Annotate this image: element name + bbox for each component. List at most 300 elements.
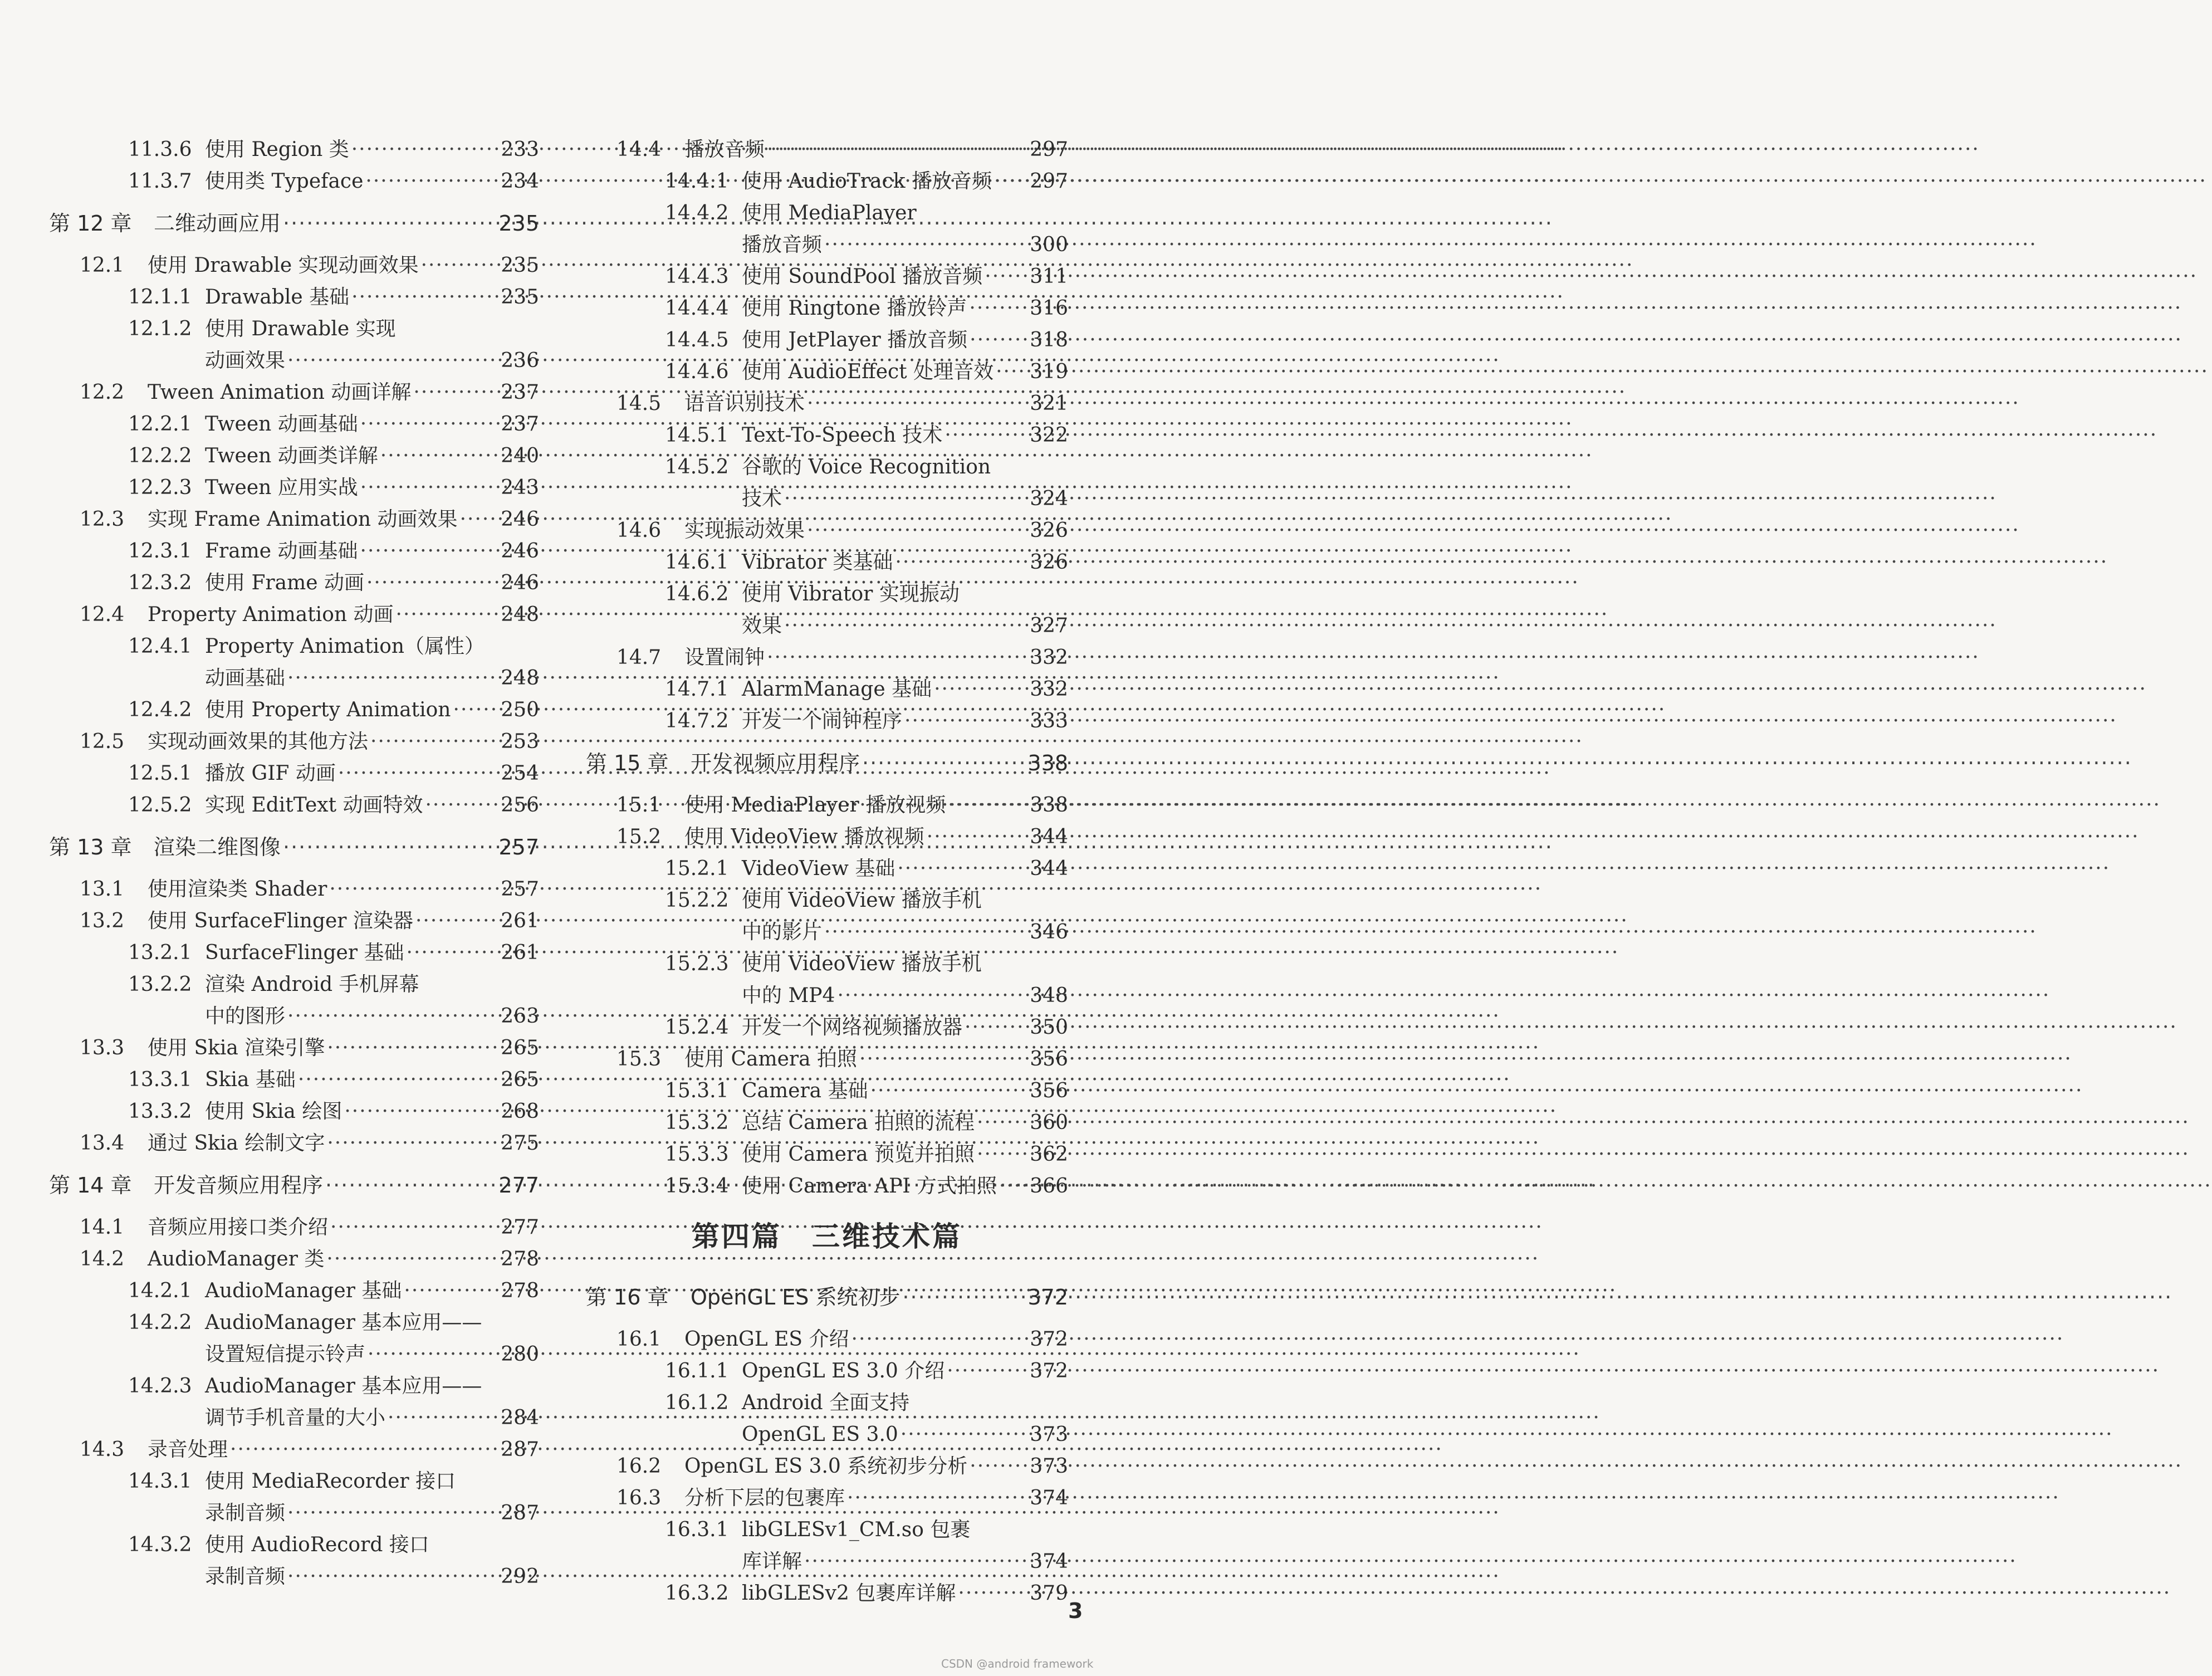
toc-subsection-continued[interactable] bbox=[586, 1546, 1068, 1577]
entry-page: 360 bbox=[1030, 1111, 1068, 1134]
dot-leader bbox=[415, 905, 498, 937]
dot-leader bbox=[330, 1211, 498, 1243]
toc-subsection[interactable] bbox=[586, 292, 1068, 324]
entry-page: 248 bbox=[501, 603, 539, 626]
entry-title: 使用 AudioRecord 接口 bbox=[205, 1533, 429, 1556]
entry-number: 11.3.7 bbox=[128, 170, 192, 193]
toc-subsection[interactable] bbox=[49, 472, 539, 504]
toc-chapter[interactable] bbox=[49, 1159, 539, 1211]
toc-subsection[interactable] bbox=[49, 1370, 539, 1402]
dot-leader bbox=[283, 821, 496, 873]
entry-title: 使用 VideoView 播放视频 bbox=[684, 825, 924, 848]
entry-title: 实现动画效果的其他方法 bbox=[148, 730, 369, 753]
watermark: CSDN @android framework bbox=[941, 1657, 1094, 1670]
entry-number: 14.4.1 bbox=[665, 170, 729, 193]
dot-leader bbox=[999, 1170, 1027, 1202]
entry-number: 13.2.1 bbox=[128, 941, 192, 964]
entry-page: 300 bbox=[1030, 233, 1068, 256]
entry-page: 374 bbox=[1030, 1487, 1068, 1509]
dot-leader bbox=[460, 504, 499, 535]
entry-number: 15.3 bbox=[616, 1048, 662, 1071]
toc-subsection[interactable] bbox=[49, 134, 539, 165]
toc-subsection-continued[interactable] bbox=[49, 1402, 539, 1434]
entry-title: 设置短信提示铃声 bbox=[205, 1343, 366, 1366]
toc-subsection-continued[interactable] bbox=[586, 1419, 1068, 1450]
entry-title: Tween 动画基础 bbox=[205, 413, 358, 436]
entry-number: 16.3 bbox=[616, 1487, 662, 1509]
entry-number: 15.2.1 bbox=[665, 857, 729, 880]
entry-title: 效果 bbox=[742, 614, 782, 637]
dot-leader bbox=[824, 916, 1027, 948]
entry-number: 12.4.1 bbox=[128, 635, 192, 658]
toc-subsection[interactable] bbox=[586, 853, 1068, 885]
toc-subsection[interactable] bbox=[586, 1107, 1068, 1138]
toc-subsection[interactable] bbox=[586, 705, 1068, 737]
entry-number: 第 13 章 bbox=[49, 835, 132, 859]
dot-leader bbox=[847, 1482, 1027, 1514]
entry-title: 实现振动效果 bbox=[684, 519, 805, 542]
entry-page: 237 bbox=[501, 413, 539, 436]
dot-leader bbox=[895, 546, 1027, 578]
entry-number: 15.3.1 bbox=[665, 1079, 729, 1102]
entry-number: 14.6.2 bbox=[665, 583, 729, 605]
dot-leader bbox=[327, 1032, 498, 1064]
entry-title: 库详解 bbox=[742, 1550, 802, 1573]
toc-right-column bbox=[586, 134, 1068, 1609]
toc-subsection[interactable] bbox=[586, 546, 1068, 578]
dot-leader bbox=[985, 261, 1027, 292]
dot-leader bbox=[287, 662, 498, 694]
entry-number: 第 12 章 bbox=[49, 211, 132, 236]
toc-section[interactable] bbox=[49, 1211, 539, 1243]
entry-page: 265 bbox=[501, 1037, 539, 1059]
entry-number: 14.2 bbox=[80, 1248, 125, 1271]
entry-number: 15.3.3 bbox=[665, 1143, 729, 1166]
toc-section[interactable] bbox=[586, 1482, 1068, 1514]
entry-page: 235 bbox=[501, 286, 539, 309]
toc-section[interactable] bbox=[586, 1450, 1068, 1482]
entry-page: 277 bbox=[498, 1173, 539, 1198]
entry-title: 总结 Camera 拍照的流程 bbox=[742, 1111, 975, 1134]
dot-leader bbox=[958, 1577, 1027, 1609]
entry-title: Property Animation（属性） bbox=[205, 635, 485, 658]
entry-page: 268 bbox=[501, 1100, 539, 1123]
dot-leader bbox=[934, 673, 1027, 705]
dot-leader bbox=[970, 1450, 1027, 1482]
toc-subsection[interactable] bbox=[586, 1138, 1068, 1170]
entry-number: 12.2 bbox=[80, 381, 125, 404]
toc-subsection[interactable] bbox=[586, 1355, 1068, 1387]
toc-section[interactable] bbox=[49, 377, 539, 408]
entry-number: 13.3.1 bbox=[128, 1068, 192, 1091]
entry-page: 348 bbox=[1030, 984, 1068, 1007]
entry-number: 16.1.2 bbox=[665, 1391, 729, 1414]
entry-page: 346 bbox=[1030, 921, 1068, 944]
entry-number: 13.1 bbox=[80, 878, 125, 901]
toc-subsection[interactable] bbox=[49, 165, 539, 197]
entry-title: AudioManager 基础 bbox=[205, 1279, 402, 1302]
dot-leader bbox=[807, 388, 1027, 419]
entry-number: 14.5.2 bbox=[665, 456, 729, 478]
toc-subsection[interactable] bbox=[586, 1170, 1068, 1202]
entry-page: 236 bbox=[501, 349, 539, 372]
toc-section[interactable] bbox=[49, 599, 539, 631]
dot-leader bbox=[407, 937, 499, 969]
entry-title: 语音识别技术 bbox=[684, 392, 805, 415]
entry-number: 14.4.4 bbox=[665, 297, 729, 320]
dot-leader bbox=[370, 726, 498, 758]
entry-title: 录制音频 bbox=[205, 1565, 286, 1588]
entry-page: 287 bbox=[501, 1502, 539, 1524]
entry-number: 14.3.2 bbox=[128, 1533, 192, 1556]
entry-number: 15.1 bbox=[616, 794, 662, 817]
toc-subsection[interactable] bbox=[49, 313, 539, 345]
entry-page: 265 bbox=[501, 1068, 539, 1091]
entry-title: Text-To-Speech 技术 bbox=[742, 424, 943, 447]
entry-title: 使用 Drawable 实现 bbox=[205, 317, 396, 340]
entry-title: 谷歌的 Voice Recognition bbox=[742, 456, 991, 478]
entry-title: 使用 MediaRecorder 接口 bbox=[205, 1470, 456, 1493]
entry-title: 录制音频 bbox=[205, 1502, 286, 1524]
entry-page: 374 bbox=[1030, 1550, 1068, 1573]
entry-number: 14.5.1 bbox=[665, 424, 729, 447]
toc-subsection[interactable] bbox=[49, 937, 539, 969]
dot-leader bbox=[365, 165, 498, 197]
toc-section[interactable] bbox=[586, 821, 1068, 853]
toc-subsection[interactable] bbox=[586, 356, 1068, 388]
entry-title: 使用 Camera 拍照 bbox=[684, 1048, 858, 1071]
entry-page: 366 bbox=[1030, 1175, 1068, 1198]
toc-subsection[interactable] bbox=[49, 694, 539, 726]
toc-section[interactable] bbox=[586, 515, 1068, 546]
entry-title: 播放音频 bbox=[742, 233, 823, 256]
entry-page: 250 bbox=[501, 698, 539, 721]
entry-number: 12.4 bbox=[80, 603, 125, 626]
entry-page: 277 bbox=[501, 1216, 539, 1239]
dot-leader bbox=[230, 1434, 498, 1465]
entry-number: 14.2.1 bbox=[128, 1279, 192, 1302]
toc-subsection-continued[interactable] bbox=[586, 916, 1068, 948]
entry-title: 使用 VideoView 播放手机 bbox=[742, 889, 982, 912]
dot-leader bbox=[326, 1243, 498, 1275]
entry-number: 12.1.2 bbox=[128, 317, 192, 340]
entry-number: 11.3.6 bbox=[128, 138, 192, 161]
dot-leader bbox=[904, 705, 1027, 737]
entry-page: 356 bbox=[1030, 1079, 1068, 1102]
toc-subsection[interactable] bbox=[49, 1307, 539, 1338]
dot-leader bbox=[366, 567, 498, 599]
dot-leader bbox=[859, 1043, 1027, 1075]
entry-page: 372 bbox=[1030, 1328, 1068, 1351]
toc-subsection[interactable] bbox=[586, 578, 1068, 610]
entry-page: 332 bbox=[1030, 646, 1068, 669]
entry-title: 开发一个闹钟程序 bbox=[742, 710, 903, 732]
entry-title: 使用 AudioTrack 播放音频 bbox=[742, 170, 992, 193]
toc-subsection-continued[interactable] bbox=[49, 1561, 539, 1592]
entry-page: 372 bbox=[1030, 1360, 1068, 1382]
dot-leader bbox=[413, 377, 498, 408]
entry-page: 287 bbox=[501, 1438, 539, 1461]
entry-title: 二维动画应用 bbox=[154, 211, 281, 236]
toc-section[interactable] bbox=[586, 1323, 1068, 1355]
toc-chapter[interactable] bbox=[49, 821, 539, 873]
toc-subsection[interactable] bbox=[586, 673, 1068, 705]
toc-section[interactable] bbox=[49, 1127, 539, 1159]
entry-number: 12.5.2 bbox=[128, 794, 192, 817]
entry-title: SurfaceFlinger 基础 bbox=[205, 941, 404, 964]
entry-page: 297 bbox=[1030, 138, 1068, 161]
dot-leader bbox=[977, 1138, 1027, 1170]
dot-leader bbox=[804, 1546, 1027, 1577]
dot-leader bbox=[944, 419, 1027, 451]
toc-section[interactable] bbox=[586, 1043, 1068, 1075]
dot-leader bbox=[927, 821, 1027, 853]
dot-leader bbox=[360, 535, 499, 567]
entry-title: OpenGL ES 介绍 bbox=[684, 1328, 849, 1351]
entry-title: Frame 动画基础 bbox=[205, 540, 358, 563]
entry-page: 235 bbox=[498, 211, 539, 236]
entry-page: 356 bbox=[1030, 1048, 1068, 1071]
toc-subsection[interactable] bbox=[586, 948, 1068, 980]
toc-subsection[interactable] bbox=[49, 408, 539, 440]
entry-number: 12.3 bbox=[80, 508, 125, 531]
toc-section[interactable] bbox=[49, 504, 539, 535]
entry-page: 316 bbox=[1030, 297, 1068, 320]
toc-subsection[interactable] bbox=[49, 440, 539, 472]
toc-chapter[interactable] bbox=[49, 197, 539, 250]
entry-number: 15.3.2 bbox=[665, 1111, 729, 1134]
entry-title: 录音处理 bbox=[148, 1438, 228, 1461]
toc-subsection[interactable] bbox=[49, 1529, 539, 1561]
entry-number: 12.5.1 bbox=[128, 762, 192, 785]
toc-subsection[interactable] bbox=[586, 419, 1068, 451]
toc-section[interactable] bbox=[49, 1243, 539, 1275]
dot-leader bbox=[404, 1275, 498, 1307]
dot-leader bbox=[767, 642, 1027, 673]
toc-subsection[interactable] bbox=[586, 261, 1068, 292]
entry-title: 分析下层的包裹库 bbox=[684, 1487, 845, 1509]
toc-subsection-continued[interactable] bbox=[49, 1338, 539, 1370]
entry-title: 中的 MP4 bbox=[742, 984, 835, 1007]
toc-subsection[interactable] bbox=[586, 1577, 1068, 1609]
entry-title: 使用 Drawable 实现动画效果 bbox=[148, 254, 419, 277]
toc-chapter[interactable] bbox=[586, 737, 1068, 789]
toc-section[interactable] bbox=[586, 642, 1068, 673]
toc-subsection[interactable] bbox=[49, 281, 539, 313]
dot-leader bbox=[862, 737, 1025, 789]
entry-page: 321 bbox=[1030, 392, 1068, 415]
entry-title: Android 全面支持 bbox=[742, 1391, 910, 1414]
toc-section[interactable] bbox=[586, 388, 1068, 419]
entry-number: 第 15 章 bbox=[586, 751, 669, 775]
entry-number: 15.2 bbox=[616, 825, 662, 848]
entry-number: 13.2 bbox=[80, 910, 125, 932]
toc-subsection[interactable] bbox=[49, 1465, 539, 1497]
toc-section[interactable] bbox=[586, 789, 1068, 821]
dot-leader bbox=[338, 758, 498, 789]
toc-subsection[interactable] bbox=[49, 1064, 539, 1096]
entry-title: 播放 GIF 动画 bbox=[205, 762, 336, 785]
entry-title: 渲染 Android 手机屏幕 bbox=[205, 973, 419, 996]
entry-title: Drawable 基础 bbox=[205, 286, 350, 309]
entry-title: 使用类 Typeface bbox=[205, 170, 364, 193]
entry-page: 235 bbox=[501, 254, 539, 277]
entry-title: Tween Animation 动画详解 bbox=[148, 381, 412, 404]
entry-title: 使用渲染类 Shader bbox=[148, 878, 327, 901]
dot-leader bbox=[784, 610, 1027, 642]
toc-section[interactable] bbox=[49, 873, 539, 905]
entry-title: 使用 Frame 动画 bbox=[205, 571, 364, 594]
dot-leader bbox=[453, 694, 499, 726]
toc-section[interactable] bbox=[49, 1032, 539, 1064]
entry-title: 音频应用接口类介绍 bbox=[148, 1216, 329, 1239]
entry-title: 使用 Property Animation bbox=[205, 698, 451, 721]
dot-leader bbox=[902, 1271, 1025, 1323]
entry-title: 渲染二维图像 bbox=[154, 835, 281, 859]
entry-title: Property Animation 动画 bbox=[148, 603, 394, 626]
part-heading: 第四篇 三维技术篇 bbox=[692, 1220, 962, 1253]
dot-leader bbox=[298, 1064, 498, 1096]
dot-leader bbox=[287, 345, 498, 377]
entry-page: 234 bbox=[501, 170, 539, 193]
toc-section[interactable] bbox=[49, 250, 539, 281]
entry-title: AudioManager 基本应用—— bbox=[205, 1311, 482, 1334]
entry-title: 使用 SurfaceFlinger 渲染器 bbox=[148, 910, 413, 932]
entry-title: 使用 VideoView 播放手机 bbox=[742, 952, 982, 975]
toc-subsection-continued[interactable] bbox=[586, 610, 1068, 642]
toc-subsection[interactable] bbox=[49, 631, 539, 662]
toc-subsection[interactable] bbox=[49, 535, 539, 567]
entry-title: libGLESv1_CM.so 包裹 bbox=[742, 1518, 971, 1541]
entry-title: AudioManager 类 bbox=[148, 1248, 325, 1271]
entry-page: 324 bbox=[1030, 487, 1068, 510]
dot-leader bbox=[824, 229, 1027, 261]
entry-title: 使用 AudioEffect 处理音效 bbox=[742, 360, 994, 383]
entry-title: 动画基础 bbox=[205, 667, 286, 690]
entry-title: 使用 Vibrator 实现振动 bbox=[742, 583, 960, 605]
toc-subsection[interactable] bbox=[586, 451, 1068, 483]
entry-title: 调节手机音量的大小 bbox=[205, 1406, 386, 1429]
entry-title: 动画效果 bbox=[205, 349, 286, 372]
toc-subsection[interactable] bbox=[586, 1387, 1068, 1419]
toc-subsection-continued[interactable] bbox=[586, 229, 1068, 261]
entry-title: 使用 Camera 预览并拍照 bbox=[742, 1143, 975, 1166]
dot-leader bbox=[948, 789, 1027, 821]
entry-number: 14.7.2 bbox=[665, 710, 729, 732]
entry-title: VideoView 基础 bbox=[742, 857, 895, 880]
entry-page: 254 bbox=[501, 762, 539, 785]
dot-leader bbox=[837, 980, 1027, 1012]
dot-leader bbox=[947, 1355, 1027, 1387]
dot-leader bbox=[287, 1561, 498, 1592]
toc-subsection[interactable] bbox=[586, 324, 1068, 356]
entry-title: 使用 Ringtone 播放铃声 bbox=[742, 297, 967, 320]
toc-subsection[interactable] bbox=[586, 885, 1068, 916]
dot-leader bbox=[287, 1000, 498, 1032]
entry-number: 16.3.2 bbox=[665, 1582, 729, 1605]
toc-section[interactable] bbox=[586, 134, 1068, 165]
toc-chapter[interactable] bbox=[586, 1271, 1068, 1323]
toc-section[interactable] bbox=[49, 726, 539, 758]
dot-leader bbox=[329, 873, 498, 905]
dot-leader bbox=[897, 853, 1027, 885]
toc-subsection[interactable] bbox=[586, 1012, 1068, 1043]
entry-page: 311 bbox=[1030, 265, 1068, 288]
toc-subsection-continued[interactable] bbox=[586, 980, 1068, 1012]
entry-title: 播放音频 bbox=[684, 138, 765, 161]
toc-subsection-continued[interactable] bbox=[49, 1497, 539, 1529]
entry-title: OpenGL ES 3.0 bbox=[742, 1423, 898, 1446]
entry-number: 14.4.3 bbox=[665, 265, 729, 288]
toc-section[interactable] bbox=[49, 1434, 539, 1465]
entry-page: 338 bbox=[1027, 751, 1068, 775]
toc-left-column bbox=[49, 134, 539, 1592]
toc-subsection-continued[interactable] bbox=[49, 662, 539, 694]
toc-subsection[interactable] bbox=[586, 1075, 1068, 1107]
entry-page: 362 bbox=[1030, 1143, 1068, 1166]
toc-subsection[interactable] bbox=[49, 758, 539, 789]
entry-number: 14.2.2 bbox=[128, 1311, 192, 1334]
entry-title: 中的影片 bbox=[742, 921, 823, 944]
entry-page: 256 bbox=[501, 794, 539, 817]
entry-page: 373 bbox=[1030, 1423, 1068, 1446]
entry-number: 16.2 bbox=[616, 1455, 662, 1478]
entry-number: 12.1 bbox=[80, 254, 125, 277]
entry-number: 14.4.6 bbox=[665, 360, 729, 383]
toc-subsection[interactable] bbox=[49, 789, 539, 821]
entry-number: 12.3.2 bbox=[128, 571, 192, 594]
entry-number: 第 14 章 bbox=[49, 1173, 132, 1198]
entry-title: OpenGL ES 3.0 系统初步分析 bbox=[684, 1455, 968, 1478]
entry-number: 14.2.3 bbox=[128, 1375, 192, 1398]
entry-page: 379 bbox=[1030, 1582, 1068, 1605]
entry-page: 261 bbox=[501, 910, 539, 932]
toc-section[interactable] bbox=[49, 905, 539, 937]
toc-subsection[interactable] bbox=[586, 197, 1068, 229]
entry-number: 12.4.2 bbox=[128, 698, 192, 721]
entry-title: 技术 bbox=[742, 487, 782, 510]
entry-page: 373 bbox=[1030, 1455, 1068, 1478]
entry-page: 246 bbox=[501, 571, 539, 594]
toc-subsection-continued[interactable] bbox=[586, 483, 1068, 515]
entry-number: 14.1 bbox=[80, 1216, 125, 1239]
entry-title: 使用 JetPlayer 播放音频 bbox=[742, 329, 968, 351]
entry-page: 246 bbox=[501, 540, 539, 563]
entry-page: 326 bbox=[1030, 551, 1068, 574]
toc-subsection[interactable] bbox=[586, 1514, 1068, 1546]
entry-title: AlarmManage 基础 bbox=[742, 678, 932, 701]
toc-subsection-continued[interactable] bbox=[49, 1000, 539, 1032]
entry-page: 280 bbox=[501, 1343, 539, 1366]
toc-subsection[interactable] bbox=[49, 969, 539, 1000]
dot-leader bbox=[368, 1338, 498, 1370]
toc-subsection[interactable] bbox=[49, 567, 539, 599]
dot-leader bbox=[325, 1159, 496, 1211]
entry-page: 253 bbox=[501, 730, 539, 753]
entry-title: Tween 应用实战 bbox=[205, 476, 358, 499]
entry-page: 233 bbox=[501, 138, 539, 161]
dot-leader bbox=[388, 1402, 498, 1434]
toc-subsection[interactable] bbox=[49, 1096, 539, 1127]
toc-subsection[interactable] bbox=[49, 1275, 539, 1307]
entry-page: 246 bbox=[501, 508, 539, 531]
toc-subsection-continued[interactable] bbox=[49, 345, 539, 377]
entry-title: 使用 Region 类 bbox=[205, 138, 349, 161]
entry-page: 278 bbox=[501, 1248, 539, 1271]
toc-subsection[interactable] bbox=[586, 165, 1068, 197]
entry-number: 13.2.2 bbox=[128, 973, 192, 996]
entry-page: 257 bbox=[501, 878, 539, 901]
